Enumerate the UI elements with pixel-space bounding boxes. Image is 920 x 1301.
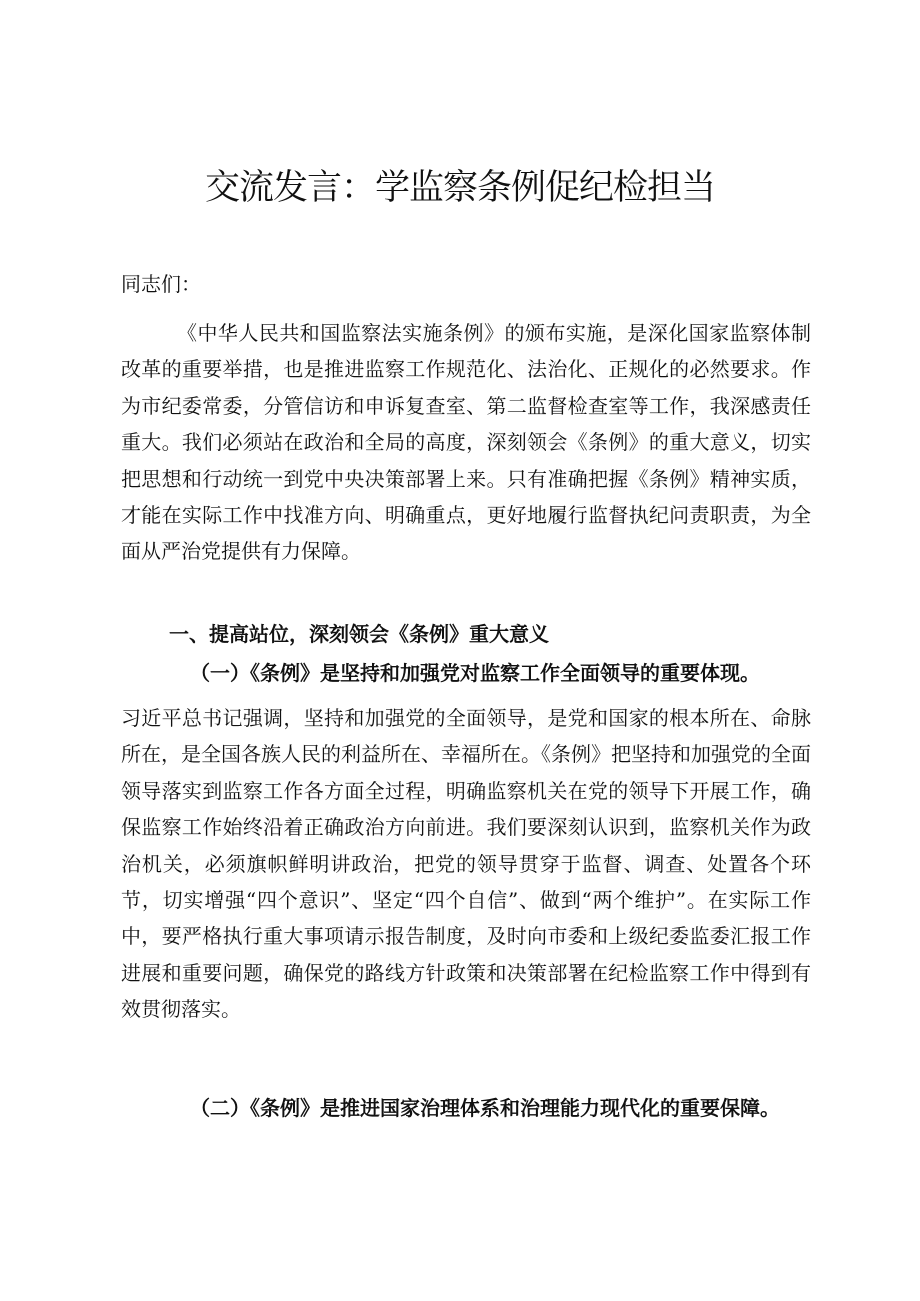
subsection-heading-1: （一）《条例》是坚持和加强党对监察工作全面领导的重要体现。: [190, 661, 760, 685]
document-title: 交流发言：学监察条例促纪检担当: [204, 168, 715, 208]
intro-paragraph: 《中华人民共和国监察法实施条例》的颁布实施，是深化国家监察体制改革的重要举措，也是推进监察工作规范化、法治化、正规化的必然要求。作为市纪委常委，分管信访和申诉复查室、第二监督检查室等工作，我深感责任重大。我们必须站在政治和全局的高度，深刻领会《条例》的重大意义，切实把思想和行动统一到党中央决策部署上来。只有准确把握《条例》精神实质，才能在实际工作中找准方向、明确重点，更好地履行监督执纪问责职责，为全面从严治党提供有力保障。: [121, 321, 811, 564]
section-heading-1: 一、提高站位，深刻领会《条例》重大意义: [169, 622, 549, 646]
subsection-1-paragraph: 习近平总书记强调，坚持和加强党的全面领导，是党和国家的根本所在、命脉所在，是全国各族人民的利益所在、幸福所在。《条例》把坚持和加强党的全面领导落实到监察工作各方面全过程，明确监察机关在党的领导下开展工作，确保监察工作始终沿着正确政治方向前进。我们要深刻认识到，监察机关作为政治机关，必须旗帜鲜明讲政治，把党的领导贯穿于监督、调查、处置各个环节，切实增强“四个意识”、坚定“四个自信”、做到“两个维护”。在实际工作中，要严格执行重大事项请示报告制度，及时向市委和上级纪委监委汇报工作进展和重要问题，确保党的路线方针政策和决策部署在纪检监察工作中得到有效贯彻落实。: [121, 706, 811, 1022]
salutation: 同志们：: [121, 272, 201, 296]
subsection-heading-2: （二）《条例》是推进国家治理体系和治理能力现代化的重要保障。: [190, 1096, 780, 1120]
